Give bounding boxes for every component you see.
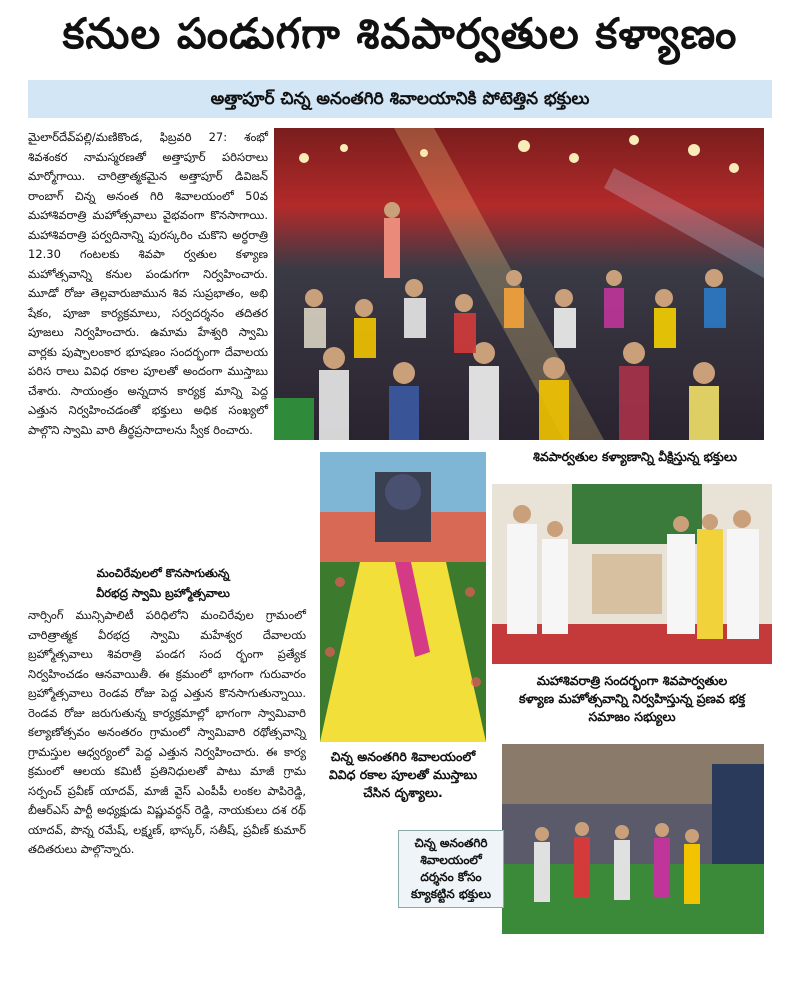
section-2-paragraph: నార్సింగ్ మున్సిపాలిటీ పరిధిలోని మంచిరేవుల గ్రామంలో చారిత్రాత్మక వీరభద్ర స్వామి మహేశ్వర దేవాలయ బ్రహ్మోత్సవాలు శివరాత్రి పండగ సంద ర్భంగా ప్రత్యేక నిర్వహించడం ఆనవాయితీ. ఈ క్రమంలో భాగంగా గురువారం బ్రహ్మోత్సవాలు రెండవ రోజు పెద్ద ఎత్తున కొనసాగుతున్నాయి. రెండవ రోజు జరుగుతున్న కార్యక్రమాల్లో భాగంగా స్వామివారి కల్యాణోత్సవం అనంతరం గ్రామంలో స్వామివారి రథోత్సవాన్ని గ్రామస్తుల ఆధ్వర్యంలో పెద్ద ఎత్తున నిర్వహించారు. ఈ కార్య క్రమంలో ఆలయ కమిటీ ప్రతినిధులతో పాటు మాజీ గ్రామ సర్పంచ్ ప్రవీణ్ యాదవ్, మాజీ వైస్ ఎంపీపీ లంకల పాపిరెడ్డి, బీఆర్ఎస్ పార్టీ అధ్యక్షుడు విష్ణువర్ధన్ రెడ్డి, నాయకులు దశ రథ్ యాదవ్, పొన్న రమేష్, లక్ష్మణ్, భాస్కర్, సతీష్, ప్రవీణ్ కుమార్ తదితరులు పాల్గొన్నారు. <box>28 608 306 856</box>
queue-photo <box>502 744 764 934</box>
wedding-caption-line: మహాశివరాత్రి సందర్భంగా శివపార్వతుల <box>536 673 728 688</box>
wedding-caption <box>486 672 778 726</box>
subheadline-band <box>28 80 772 118</box>
flower-caption-line: చేసిన దృశ్యాలు. <box>363 785 443 800</box>
queue-caption-line: క్యూకట్టిన భక్తులు <box>411 887 491 901</box>
section-2-subhead-line2: వీరభద్ర స్వామి బ్రహ్మోత్సవాలు <box>96 585 230 600</box>
headline: కనుల పండుగగా శివపార్వతుల కళ్యాణం <box>62 9 738 58</box>
wedding-caption-line: కళ్యాణ మహోత్సవాన్ని నిర్వహిస్తున్న ప్రణవ భక్త <box>519 691 745 706</box>
flower-decoration-photo <box>320 452 486 742</box>
section-2 <box>28 560 298 605</box>
flower-caption <box>310 748 496 802</box>
wedding-caption-line: సమాజం సభ్యులు <box>588 709 676 724</box>
section-2-body <box>28 606 306 860</box>
crowd-caption: శివపార్వతుల కళ్యాణాన్ని వీక్షిస్తున్న భక్తులు <box>532 449 738 464</box>
queue-caption-line: శివాలయంలో <box>420 853 482 867</box>
flower-caption-line: చిన్న అనంతగిరి శివాలయంలో <box>330 749 476 764</box>
article-paragraph: మైలార్‌దేవ్‌పల్లి/మణికొండ, ఫిబ్రవరి 27: శంభో శివశంకర నామస్మరణతో అత్తాపూర్ పరిసరాలు మార్మోగాయి. చారిత్రాత్మకమైన అత్తాపూర్ డివిజన్ రాంబాగ్ చిన్న అనంత గిరి శివాలయంలో 50వ మహాశివరాత్రి మహోత్సవాలు వైభవంగా కొనసాగాయి. మహాశివరాత్రి పర్వదినాన్ని పురస్కరిం చుకొని అర్ధరాత్రి 12.30 గంటలకు శివపా ర్వతుల కళ్యాణ మహోత్సవాన్ని కనుల పండుగగా నిర్వహించారు. మూడో రోజు తెల్లవారుజామున శివ సుప్రభాతం, అభి షేకం, పూజా కార్యక్రమాలు, సర్వదర్శనం తదితర పూజలు నిర్వహించారు. ఉమామ హేశ్వరి స్వామి వార్లకు పుష్పాలంకార భూషణం సందర్భంగా దేవాలయ పరిస రాలు వివిధ రకాల పూలతో అందంగా ముస్తాబు చేశారు. సాయంత్రం అన్నదాన కార్యక్ర మాన్ని పెద్ద ఎత్తున నిర్వహించడంతో భక్తులు అధిక సంఖ్యలో పాల్గొని స్వామి వారి తీర్థప్రసాదాలను స్వీక రించారు. <box>28 130 268 437</box>
queue-caption-line: దర్శనం కోసం <box>420 870 482 884</box>
queue-caption-line: చిన్న అనంతగిరి <box>414 836 488 850</box>
subheadline: అత్తాపూర్ చిన్న అనంతగిరి శివాలయానికి పోటెత్తిన భక్తులు <box>210 89 590 109</box>
section-2-subhead-line1: మంచిరేవులలో కొనసాగుతున్న <box>96 566 230 580</box>
crowd-photo <box>274 128 764 440</box>
flower-caption-line: వివిధ రకాల పూలతో ముస్తాబు <box>328 767 478 782</box>
section-2-subhead <box>28 564 298 603</box>
article-column-1 <box>28 128 268 568</box>
wedding-ceremony-photo <box>492 484 772 664</box>
queue-caption <box>398 830 504 908</box>
